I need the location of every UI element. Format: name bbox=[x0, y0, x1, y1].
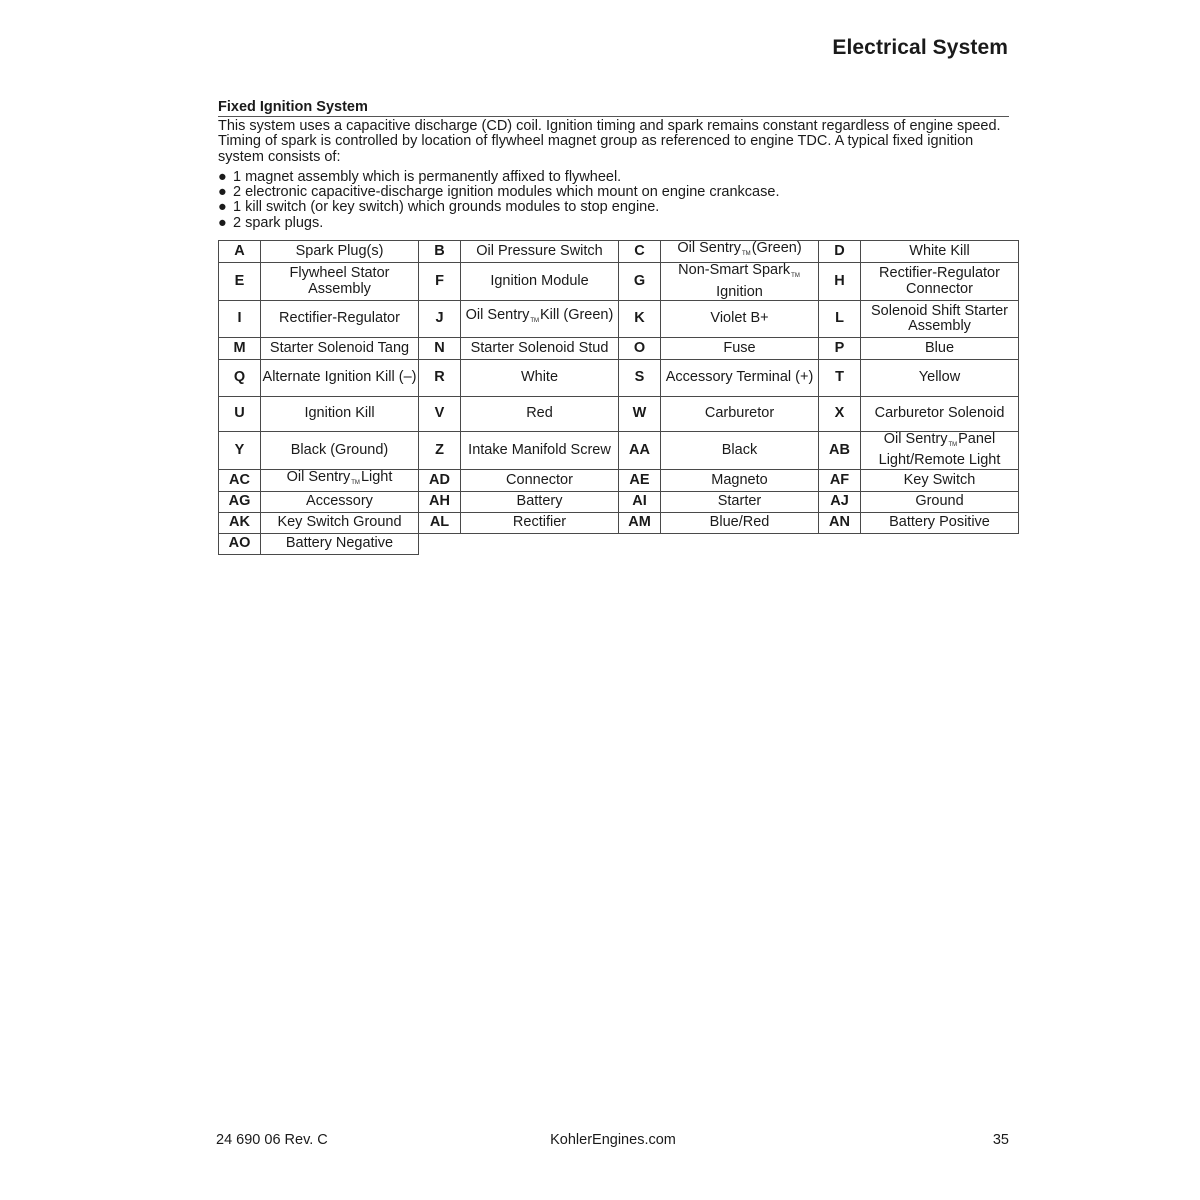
legend-key: Y bbox=[219, 431, 261, 469]
bullet-icon: ● bbox=[218, 168, 227, 185]
legend-key: H bbox=[819, 263, 861, 301]
legend-value: Blue bbox=[861, 337, 1019, 359]
footer-website: KohlerEngines.com bbox=[550, 1132, 676, 1148]
legend-value: White Kill bbox=[861, 241, 1019, 263]
legend-key: D bbox=[819, 241, 861, 263]
table-row bbox=[219, 512, 1019, 533]
table-row bbox=[219, 469, 1019, 491]
page-title: Electrical System bbox=[832, 36, 1008, 59]
legend-value: Starter Solenoid Stud bbox=[461, 337, 619, 359]
empty-cell bbox=[419, 533, 1019, 554]
legend-value: Carburetor bbox=[661, 396, 819, 431]
legend-value: Connector bbox=[461, 469, 619, 491]
legend-key: AL bbox=[419, 512, 461, 533]
legend-value: White bbox=[461, 359, 619, 396]
legend-key: K bbox=[619, 300, 661, 337]
legend-value: Flywheel Stator Assembly bbox=[261, 263, 419, 301]
intro-paragraph: This system uses a capacitive discharge (CD) coil. Ignition timing and spark remains constant regardless of engine speed. Timing of spark is controlled by location of flywheel magnet group as referenced to engine TDC. A typical fixed ignition system consists of: bbox=[218, 118, 1001, 165]
legend-key: A bbox=[219, 241, 261, 263]
legend-key: W bbox=[619, 396, 661, 431]
legend-key: AN bbox=[819, 512, 861, 533]
legend-key: AD bbox=[419, 469, 461, 491]
legend-key: AO bbox=[219, 533, 261, 554]
legend-value: Rectifier-Regulator Connector bbox=[861, 263, 1019, 301]
legend-value: Fuse bbox=[661, 337, 819, 359]
list-item: ● 2 electronic capacitive-discharge ignition modules which mount on engine crankcase. bbox=[218, 184, 780, 201]
legend-value: Key Switch Ground bbox=[261, 512, 419, 533]
legend-table bbox=[218, 240, 1019, 555]
legend-value: Violet B+ bbox=[661, 300, 819, 337]
trademark-mark: TM bbox=[948, 441, 958, 448]
legend-key: Z bbox=[419, 431, 461, 469]
legend-value: Black bbox=[661, 431, 819, 469]
table-row bbox=[219, 533, 1019, 554]
legend-key: L bbox=[819, 300, 861, 337]
fixed-ignition-section bbox=[218, 99, 1009, 555]
legend-key: S bbox=[619, 359, 661, 396]
bullet-icon: ● bbox=[218, 214, 227, 231]
legend-value: Non-Smart Spark$_{TM}$ Ignition bbox=[661, 263, 819, 301]
section-heading: Fixed Ignition System bbox=[218, 99, 1009, 117]
legend-key: J bbox=[419, 300, 461, 337]
legend-value: Accessory bbox=[261, 491, 419, 512]
legend-value: Rectifier bbox=[461, 512, 619, 533]
table-row bbox=[219, 491, 1019, 512]
legend-key: AG bbox=[219, 491, 261, 512]
legend-value: Solenoid Shift Starter Assembly bbox=[861, 300, 1019, 337]
legend-key: AB bbox=[819, 431, 861, 469]
legend-value: Battery bbox=[461, 491, 619, 512]
legend-key: AF bbox=[819, 469, 861, 491]
legend-key: V bbox=[419, 396, 461, 431]
legend-key: O bbox=[619, 337, 661, 359]
legend-key: X bbox=[819, 396, 861, 431]
trademark-mark: TM bbox=[791, 273, 800, 280]
legend-key: T bbox=[819, 359, 861, 396]
bullet-icon: ● bbox=[218, 184, 227, 201]
table-row bbox=[219, 241, 1019, 263]
list-item: ● 2 spark plugs. bbox=[218, 214, 324, 231]
legend-value: Ignition Kill bbox=[261, 396, 419, 431]
legend-value: Accessory Terminal (+) bbox=[661, 359, 819, 396]
legend-value: Spark Plug(s) bbox=[261, 241, 419, 263]
legend-value: Carburetor Solenoid bbox=[861, 396, 1019, 431]
table-row bbox=[219, 396, 1019, 431]
trademark-mark: TM bbox=[530, 318, 539, 325]
legend-key: G bbox=[619, 263, 661, 301]
legend-key: R bbox=[419, 359, 461, 396]
legend-value: Oil Sentry$_{TM}$(Green) bbox=[661, 241, 819, 263]
legend-value: Ignition Module bbox=[461, 263, 619, 301]
bullet-icon: ● bbox=[218, 199, 227, 216]
legend-key: AA bbox=[619, 431, 661, 469]
table-row bbox=[219, 300, 1019, 337]
legend-key: C bbox=[619, 241, 661, 263]
legend-key: N bbox=[419, 337, 461, 359]
legend-value: Oil Sentry$_{TM}$Light bbox=[261, 469, 419, 491]
legend-value: Yellow bbox=[861, 359, 1019, 396]
table-row bbox=[219, 431, 1019, 469]
footer-doc-number: 24 690 06 Rev. C bbox=[216, 1132, 328, 1148]
legend-key: P bbox=[819, 337, 861, 359]
trademark-mark: TM bbox=[351, 479, 360, 486]
legend-value: Battery Positive bbox=[861, 512, 1019, 533]
legend-key: AK bbox=[219, 512, 261, 533]
table-row bbox=[219, 359, 1019, 396]
legend-value: Intake Manifold Screw bbox=[461, 431, 619, 469]
legend-value: Key Switch bbox=[861, 469, 1019, 491]
legend-key: AI bbox=[619, 491, 661, 512]
legend-value: Alternate Ignition Kill (–) bbox=[261, 359, 419, 396]
list-item: ● 1 kill switch (or key switch) which grounds modules to stop engine. bbox=[218, 199, 660, 216]
list-item: ● 1 magnet assembly which is permanently affixed to flywheel. bbox=[218, 168, 622, 185]
legend-value: Oil Sentry$_{TM}$Panel Light/Remote Light bbox=[861, 431, 1019, 469]
legend-value: Magneto bbox=[661, 469, 819, 491]
legend-value: Starter bbox=[661, 491, 819, 512]
legend-value: Oil Pressure Switch bbox=[461, 241, 619, 263]
legend-key: AH bbox=[419, 491, 461, 512]
legend-key: AM bbox=[619, 512, 661, 533]
legend-value: Ground bbox=[861, 491, 1019, 512]
legend-value: Battery Negative bbox=[261, 533, 419, 554]
legend-key: AE bbox=[619, 469, 661, 491]
legend-value: Starter Solenoid Tang bbox=[261, 337, 419, 359]
legend-value: Rectifier-Regulator bbox=[261, 300, 419, 337]
component-list bbox=[218, 170, 1009, 231]
legend-key: F bbox=[419, 263, 461, 301]
legend-value: Oil Sentry$_{TM}$Kill (Green) bbox=[461, 300, 619, 337]
legend-value: Red bbox=[461, 396, 619, 431]
legend-key: Q bbox=[219, 359, 261, 396]
legend-key: E bbox=[219, 263, 261, 301]
trademark-mark: TM bbox=[742, 251, 751, 258]
legend-key: B bbox=[419, 241, 461, 263]
legend-key: AC bbox=[219, 469, 261, 491]
legend-key: AJ bbox=[819, 491, 861, 512]
table-row bbox=[219, 263, 1019, 301]
legend-value: Black (Ground) bbox=[261, 431, 419, 469]
footer-page-number: 35 bbox=[992, 1132, 1009, 1148]
legend-key: M bbox=[219, 337, 261, 359]
legend-key: I bbox=[219, 300, 261, 337]
legend-value: Blue/Red bbox=[661, 512, 819, 533]
table-row bbox=[219, 337, 1019, 359]
legend-key: U bbox=[219, 396, 261, 431]
